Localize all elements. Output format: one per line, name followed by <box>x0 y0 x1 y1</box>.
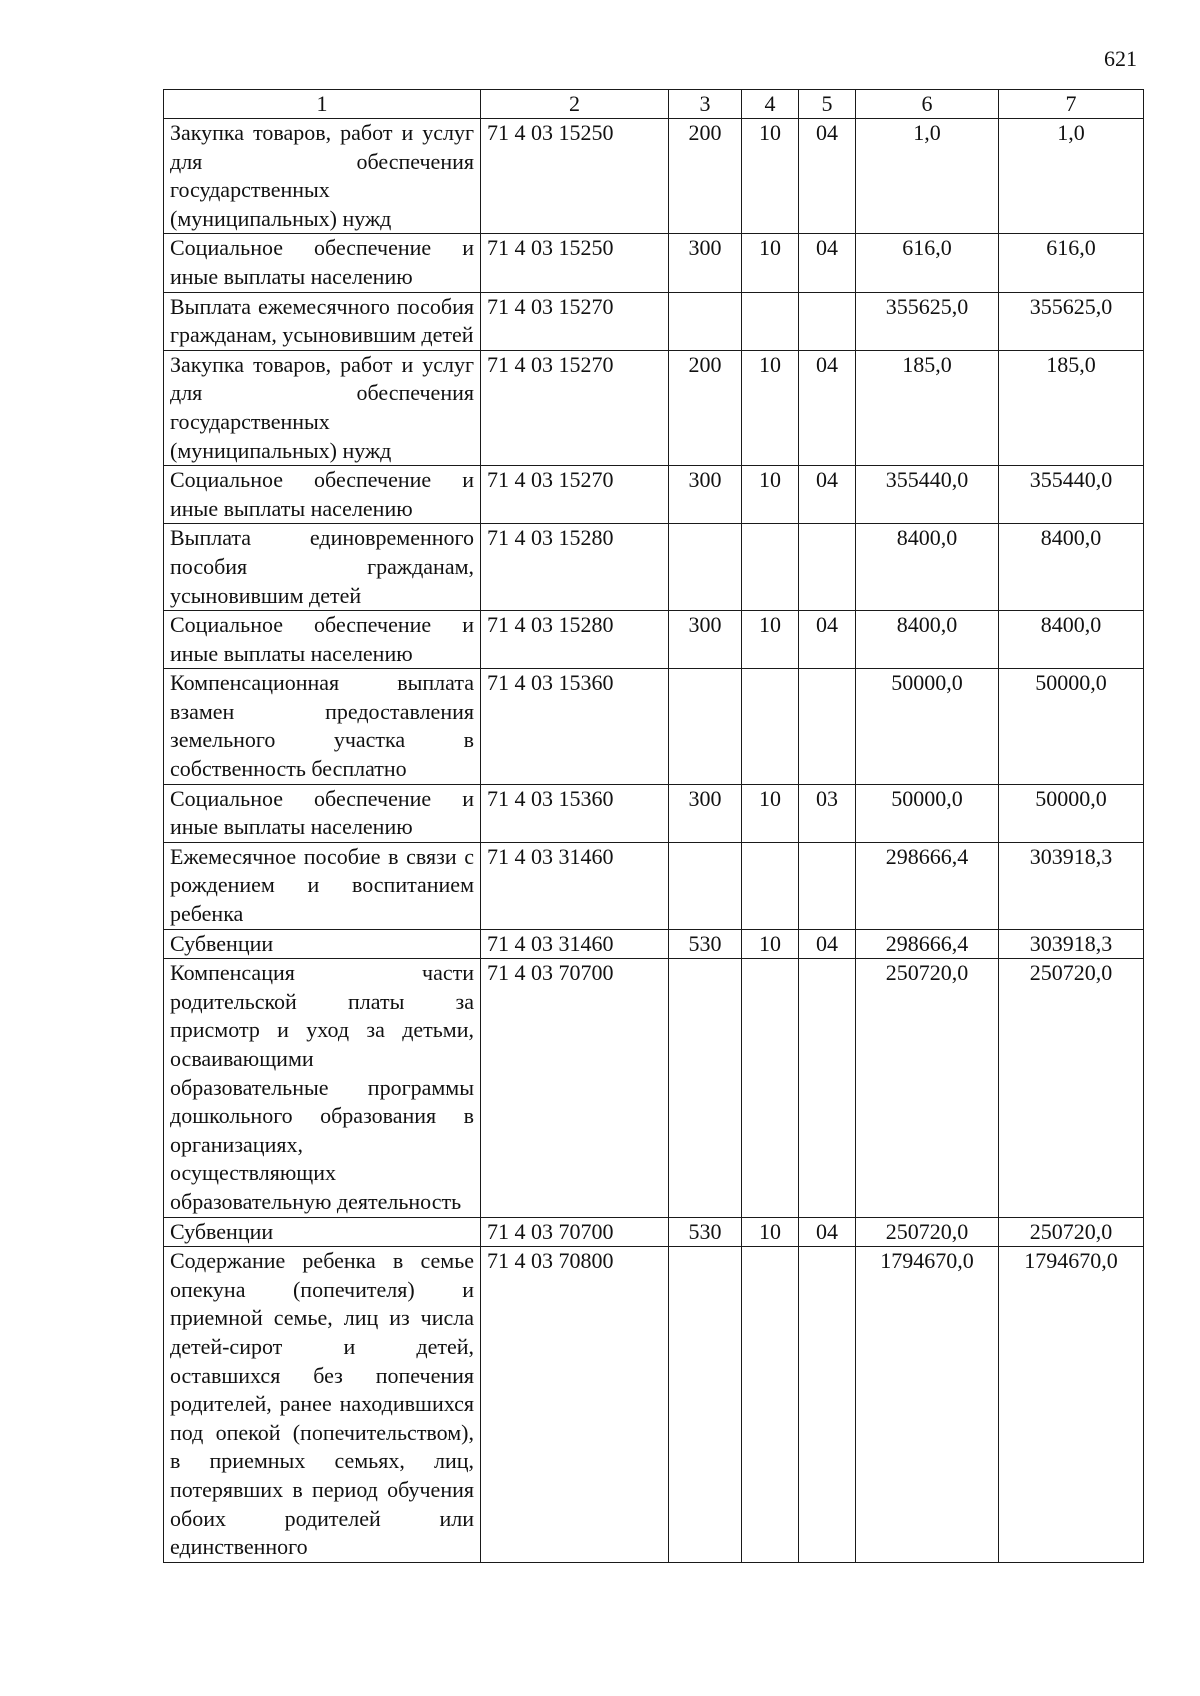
row-col5-cell: 03 <box>799 784 856 842</box>
table-row <box>164 784 1144 842</box>
row-name-cell: Выплата единовременного пособия гражданам, усыновившим детей <box>164 524 481 611</box>
row-col3-cell: 200 <box>669 350 742 465</box>
row-col4-cell: 10 <box>742 784 799 842</box>
table-row <box>164 611 1144 669</box>
row-col7-cell: 355440,0 <box>999 466 1144 524</box>
row-code-cell: 71 4 03 70700 <box>481 1217 669 1247</box>
row-code-cell: 71 4 03 15270 <box>481 350 669 465</box>
row-col7-cell: 1794670,0 <box>999 1247 1144 1563</box>
row-name-cell: Компенсационная выплата взамен предоставления земельного участка в собственность бесплатно <box>164 669 481 784</box>
row-name-cell: Социальное обеспечение и иные выплаты населению <box>164 466 481 524</box>
row-col6-cell: 298666,4 <box>856 842 999 929</box>
row-col6-cell: 1794670,0 <box>856 1247 999 1563</box>
row-name-cell: Закупка товаров, работ и услуг для обеспечения государственных (муниципальных) нужд <box>164 350 481 465</box>
table-row <box>164 1217 1144 1247</box>
row-col3-cell <box>669 292 742 350</box>
row-col3-cell: 530 <box>669 929 742 959</box>
row-col6-cell: 616,0 <box>856 234 999 292</box>
row-col6-cell: 1,0 <box>856 119 999 234</box>
row-name-cell: Социальное обеспечение и иные выплаты населению <box>164 234 481 292</box>
table-row <box>164 524 1144 611</box>
row-col7-cell: 303918,3 <box>999 929 1144 959</box>
row-col4-cell: 10 <box>742 119 799 234</box>
row-col3-cell <box>669 669 742 784</box>
header-col-1: 1 <box>164 90 481 119</box>
header-col-5: 5 <box>799 90 856 119</box>
row-col5-cell <box>799 959 856 1217</box>
row-col5-cell: 04 <box>799 466 856 524</box>
row-code-cell: 71 4 03 31460 <box>481 842 669 929</box>
row-col5-cell: 04 <box>799 929 856 959</box>
row-col4-cell <box>742 524 799 611</box>
row-col5-cell <box>799 1247 856 1563</box>
row-col3-cell: 300 <box>669 234 742 292</box>
row-col4-cell: 10 <box>742 1217 799 1247</box>
row-name-cell: Субвенции <box>164 929 481 959</box>
row-col7-cell: 8400,0 <box>999 611 1144 669</box>
table-row <box>164 292 1144 350</box>
row-col5-cell <box>799 842 856 929</box>
row-name-cell: Содержание ребенка в семье опекуна (попечителя) и приемной семье, лиц из числа детей-сирот и детей, оставшихся без попечения родителей, ранее находившихся под опекой (попечительством), в приемных семьях, лиц, потерявших в период обучения обоих родителей или единственного <box>164 1247 481 1563</box>
table-header <box>164 90 1144 119</box>
row-col6-cell: 355440,0 <box>856 466 999 524</box>
row-col6-cell: 355625,0 <box>856 292 999 350</box>
row-col7-cell: 616,0 <box>999 234 1144 292</box>
row-code-cell: 71 4 03 15270 <box>481 292 669 350</box>
row-col5-cell: 04 <box>799 611 856 669</box>
row-col3-cell: 530 <box>669 1217 742 1247</box>
row-col3-cell: 300 <box>669 466 742 524</box>
row-name-cell: Социальное обеспечение и иные выплаты населению <box>164 611 481 669</box>
page-number: 621 <box>1104 46 1137 71</box>
row-name-cell: Ежемесячное пособие в связи с рождением и воспитанием ребенка <box>164 842 481 929</box>
row-col7-cell: 250720,0 <box>999 1217 1144 1247</box>
table-row <box>164 959 1144 1217</box>
row-col7-cell: 1,0 <box>999 119 1144 234</box>
row-col6-cell: 250720,0 <box>856 1217 999 1247</box>
row-col3-cell: 300 <box>669 784 742 842</box>
row-col4-cell: 10 <box>742 611 799 669</box>
row-name-cell: Закупка товаров, работ и услуг для обеспечения государственных (муниципальных) нужд <box>164 119 481 234</box>
row-code-cell: 71 4 03 15250 <box>481 119 669 234</box>
row-col7-cell: 50000,0 <box>999 784 1144 842</box>
row-col6-cell: 50000,0 <box>856 669 999 784</box>
row-col5-cell: 04 <box>799 1217 856 1247</box>
row-col4-cell <box>742 1247 799 1563</box>
row-col4-cell <box>742 292 799 350</box>
row-col4-cell: 10 <box>742 234 799 292</box>
row-col4-cell <box>742 669 799 784</box>
table-row <box>164 119 1144 234</box>
row-col5-cell <box>799 292 856 350</box>
row-code-cell: 71 4 03 70700 <box>481 959 669 1217</box>
row-code-cell: 71 4 03 15360 <box>481 669 669 784</box>
table-row <box>164 842 1144 929</box>
row-col4-cell: 10 <box>742 466 799 524</box>
row-col4-cell <box>742 959 799 1217</box>
row-name-cell: Субвенции <box>164 1217 481 1247</box>
row-col5-cell <box>799 669 856 784</box>
row-col7-cell: 50000,0 <box>999 669 1144 784</box>
row-col3-cell: 300 <box>669 611 742 669</box>
row-col3-cell <box>669 842 742 929</box>
row-col4-cell <box>742 842 799 929</box>
row-name-cell: Компенсация части родительской платы за присмотр и уход за детьми, осваивающими образовательные программы дошкольного образования в организациях, осуществляющих образовательную деятельность <box>164 959 481 1217</box>
row-col6-cell: 298666,4 <box>856 929 999 959</box>
row-code-cell: 71 4 03 70800 <box>481 1247 669 1563</box>
row-name-cell: Социальное обеспечение и иные выплаты населению <box>164 784 481 842</box>
row-code-cell: 71 4 03 15270 <box>481 466 669 524</box>
header-col-3: 3 <box>669 90 742 119</box>
table-row <box>164 929 1144 959</box>
table-row <box>164 669 1144 784</box>
row-col7-cell: 355625,0 <box>999 292 1144 350</box>
row-col7-cell: 303918,3 <box>999 842 1144 929</box>
row-col7-cell: 8400,0 <box>999 524 1144 611</box>
row-col6-cell: 250720,0 <box>856 959 999 1217</box>
row-col6-cell: 50000,0 <box>856 784 999 842</box>
header-row <box>164 90 1144 119</box>
row-code-cell: 71 4 03 15360 <box>481 784 669 842</box>
budget-table <box>163 89 1144 1563</box>
row-col3-cell <box>669 524 742 611</box>
row-col5-cell: 04 <box>799 119 856 234</box>
row-col5-cell: 04 <box>799 234 856 292</box>
row-code-cell: 71 4 03 15250 <box>481 234 669 292</box>
row-col4-cell: 10 <box>742 929 799 959</box>
row-col4-cell: 10 <box>742 350 799 465</box>
row-col7-cell: 185,0 <box>999 350 1144 465</box>
row-col3-cell <box>669 959 742 1217</box>
row-name-cell: Выплата ежемесячного пособия гражданам, усыновившим детей <box>164 292 481 350</box>
table-row <box>164 350 1144 465</box>
table-row <box>164 1247 1144 1563</box>
row-col5-cell <box>799 524 856 611</box>
header-col-4: 4 <box>742 90 799 119</box>
row-col6-cell: 185,0 <box>856 350 999 465</box>
table-body <box>164 119 1144 1563</box>
table-row <box>164 466 1144 524</box>
header-col-2: 2 <box>481 90 669 119</box>
row-code-cell: 71 4 03 31460 <box>481 929 669 959</box>
header-col-6: 6 <box>856 90 999 119</box>
row-col7-cell: 250720,0 <box>999 959 1144 1217</box>
row-col3-cell: 200 <box>669 119 742 234</box>
row-col6-cell: 8400,0 <box>856 524 999 611</box>
row-code-cell: 71 4 03 15280 <box>481 524 669 611</box>
row-col3-cell <box>669 1247 742 1563</box>
header-col-7: 7 <box>999 90 1144 119</box>
row-col6-cell: 8400,0 <box>856 611 999 669</box>
row-code-cell: 71 4 03 15280 <box>481 611 669 669</box>
row-col5-cell: 04 <box>799 350 856 465</box>
table-row <box>164 234 1144 292</box>
